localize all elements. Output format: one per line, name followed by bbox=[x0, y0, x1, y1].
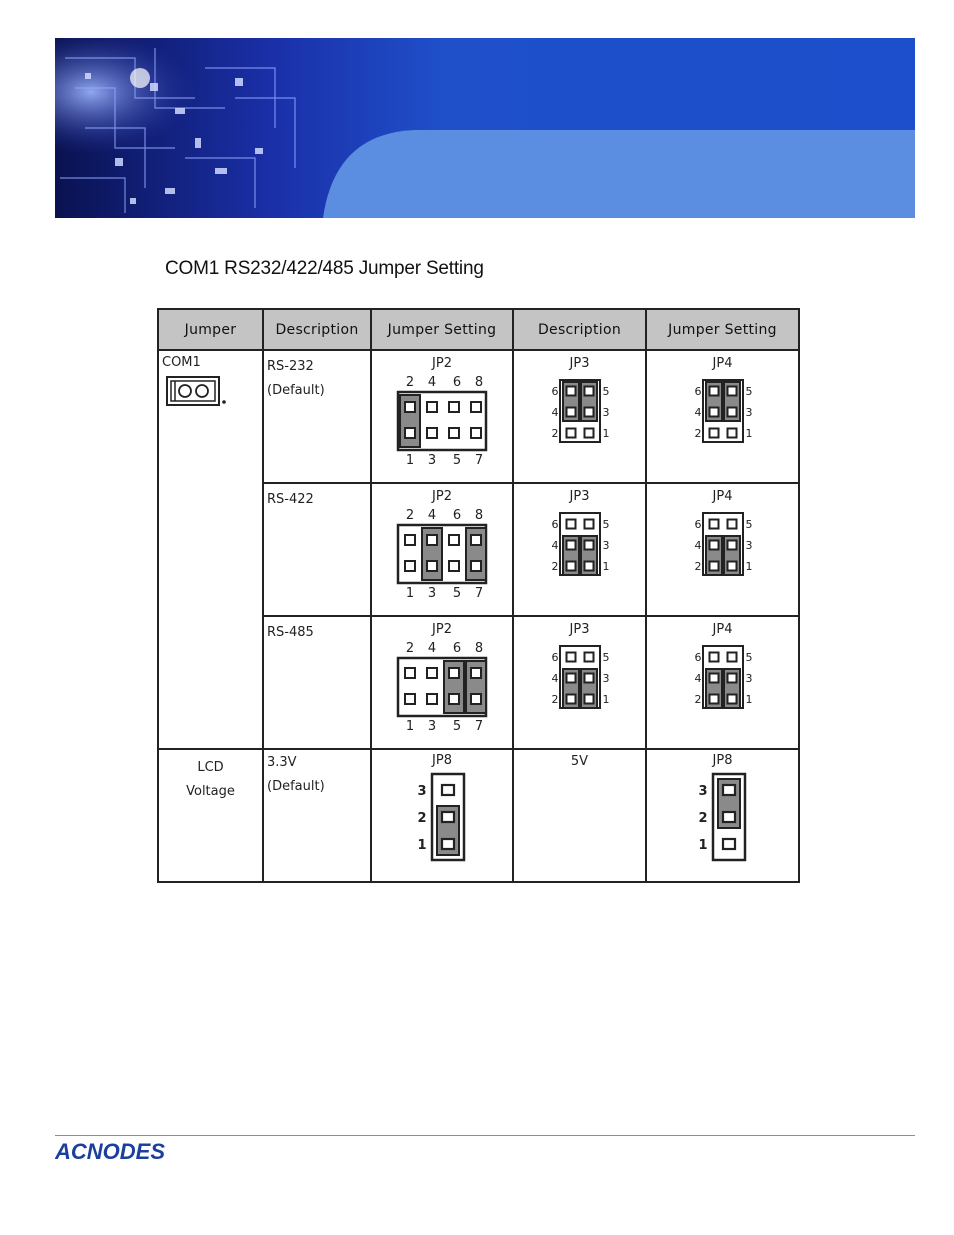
pin-number: 7 bbox=[474, 453, 484, 466]
jp3-cell bbox=[513, 350, 646, 483]
description-cell bbox=[263, 616, 371, 749]
jumper-label: JP4 bbox=[712, 489, 733, 504]
mode-name: RS-422 bbox=[267, 492, 314, 507]
table-row bbox=[158, 350, 799, 483]
pin-number: 4 bbox=[551, 406, 558, 419]
pin-number: 8 bbox=[474, 641, 484, 656]
table-row bbox=[158, 749, 799, 882]
pin-number: 3 bbox=[745, 406, 752, 419]
pin bbox=[727, 695, 736, 704]
pin bbox=[405, 428, 415, 438]
pin-number: 1 bbox=[602, 427, 609, 440]
pin-number: 1 bbox=[602, 560, 609, 573]
jp8-cell bbox=[646, 749, 799, 882]
pin-number: 6 bbox=[694, 518, 701, 531]
jp8-diagram bbox=[402, 770, 482, 866]
description-cell bbox=[263, 350, 371, 483]
com1-connector-icon bbox=[166, 375, 236, 409]
lcd-label: LCD bbox=[197, 760, 224, 775]
pin-number: 1 bbox=[745, 560, 752, 573]
pin-number: 4 bbox=[694, 406, 701, 419]
pin-number: 7 bbox=[474, 586, 484, 599]
pin-number: 2 bbox=[405, 641, 415, 656]
pin bbox=[449, 668, 459, 678]
jp2-cell bbox=[371, 616, 513, 749]
pin-number: 3 bbox=[602, 406, 609, 419]
pin bbox=[709, 695, 718, 704]
pin bbox=[709, 520, 718, 529]
jp2-cell bbox=[371, 350, 513, 483]
pin bbox=[442, 785, 454, 795]
pin bbox=[723, 839, 735, 849]
pin-number: 2 bbox=[551, 693, 558, 706]
pin-number: 6 bbox=[452, 508, 462, 523]
pin-number: 2 bbox=[694, 560, 701, 573]
pin bbox=[709, 562, 718, 571]
pin bbox=[566, 541, 575, 550]
jumper-label: JP8 bbox=[432, 753, 452, 768]
pin bbox=[584, 408, 593, 417]
pin-number: 1 bbox=[405, 586, 415, 599]
pin bbox=[727, 429, 736, 438]
pin-number: 4 bbox=[694, 672, 701, 685]
pin bbox=[709, 387, 718, 396]
pin bbox=[427, 535, 437, 545]
description-cell bbox=[263, 483, 371, 616]
pin bbox=[584, 520, 593, 529]
mode-name: RS-485 bbox=[267, 625, 314, 640]
pin-number: 4 bbox=[427, 641, 437, 656]
pin-number: 1 bbox=[602, 693, 609, 706]
jp2-cell bbox=[371, 483, 513, 616]
jp3-diagram bbox=[540, 507, 620, 579]
pin-number: 7 bbox=[474, 719, 484, 732]
jumper-label: JP3 bbox=[569, 356, 590, 371]
document-title: COM1 RS232/422/485 Jumper Setting bbox=[165, 258, 484, 279]
jp4-diagram bbox=[683, 640, 763, 712]
header-jumper-setting-2: Jumper Setting bbox=[646, 309, 799, 350]
pin bbox=[449, 561, 459, 571]
pin bbox=[405, 694, 415, 704]
jumper-label: JP2 bbox=[432, 622, 452, 637]
pin-number: 2 bbox=[551, 427, 558, 440]
circuit-board-banner-image bbox=[55, 38, 915, 218]
pin bbox=[405, 402, 415, 412]
pin bbox=[449, 428, 459, 438]
pin-number: 5 bbox=[452, 719, 462, 732]
jumper-label: JP4 bbox=[712, 356, 733, 371]
table-header-row bbox=[158, 309, 799, 350]
header-description: Description bbox=[263, 309, 371, 350]
pin-number: 1 bbox=[745, 427, 752, 440]
pin bbox=[442, 812, 454, 822]
pin-number: 5 bbox=[452, 586, 462, 599]
pin bbox=[723, 785, 735, 795]
pin-number: 3 bbox=[417, 784, 427, 799]
pin bbox=[427, 402, 437, 412]
jp8-cell bbox=[371, 749, 513, 882]
pin bbox=[584, 541, 593, 550]
pin-number: 6 bbox=[694, 385, 701, 398]
pin-number: 5 bbox=[745, 385, 752, 398]
pin bbox=[727, 408, 736, 417]
pin bbox=[727, 541, 736, 550]
pin-number: 8 bbox=[474, 375, 484, 390]
pin bbox=[727, 387, 736, 396]
pin bbox=[709, 541, 718, 550]
jp3-cell bbox=[513, 483, 646, 616]
pin bbox=[471, 561, 481, 571]
jumper-label: JP4 bbox=[712, 622, 733, 637]
pin-number: 5 bbox=[602, 518, 609, 531]
acnodes-logo bbox=[55, 1138, 215, 1164]
pin-number: 1 bbox=[417, 838, 427, 853]
pin bbox=[566, 562, 575, 571]
footer-divider bbox=[55, 1135, 915, 1136]
pin bbox=[427, 668, 437, 678]
jumper-label: JP3 bbox=[569, 489, 590, 504]
pin-number: 4 bbox=[694, 539, 701, 552]
jumper-label: JP3 bbox=[569, 622, 590, 637]
pin-number: 3 bbox=[427, 586, 437, 599]
jp4-cell bbox=[646, 483, 799, 616]
jp3-diagram bbox=[540, 640, 620, 712]
jumper-label: JP8 bbox=[712, 753, 733, 768]
pin-number: 2 bbox=[405, 375, 415, 390]
default-note: (Default) bbox=[267, 779, 325, 794]
jp2-diagram bbox=[392, 374, 492, 466]
pin bbox=[449, 402, 459, 412]
pin-number: 3 bbox=[602, 672, 609, 685]
pin bbox=[709, 429, 718, 438]
pin bbox=[449, 535, 459, 545]
pin-number: 2 bbox=[694, 693, 701, 706]
pin-number: 5 bbox=[745, 651, 752, 664]
jumper-setting-table bbox=[157, 308, 800, 883]
pin bbox=[709, 674, 718, 683]
pin bbox=[709, 653, 718, 662]
brand-logo bbox=[55, 1138, 215, 1168]
pin bbox=[566, 520, 575, 529]
pin-number: 5 bbox=[602, 385, 609, 398]
pin-number: 2 bbox=[417, 811, 427, 826]
pin-number: 3 bbox=[697, 784, 708, 799]
header-jumper: Jumper bbox=[158, 309, 263, 350]
header-banner bbox=[55, 38, 915, 218]
pin bbox=[566, 695, 575, 704]
pin-number: 3 bbox=[745, 672, 752, 685]
pin bbox=[727, 520, 736, 529]
pin bbox=[471, 535, 481, 545]
pin-number: 4 bbox=[551, 539, 558, 552]
jp8-diagram bbox=[683, 770, 763, 866]
pin bbox=[427, 694, 437, 704]
pin bbox=[566, 674, 575, 683]
pin-number: 8 bbox=[474, 508, 484, 523]
pin bbox=[427, 561, 437, 571]
pin-number: 5 bbox=[452, 453, 462, 466]
pin bbox=[566, 653, 575, 662]
default-note: (Default) bbox=[267, 383, 325, 398]
pin bbox=[471, 694, 481, 704]
pin-number: 3 bbox=[745, 539, 752, 552]
pin-number: 1 bbox=[697, 838, 708, 853]
pin bbox=[566, 387, 575, 396]
pin-number: 2 bbox=[551, 560, 558, 573]
jp4-cell bbox=[646, 350, 799, 483]
pin-number: 4 bbox=[427, 375, 437, 390]
pin bbox=[584, 695, 593, 704]
pin-number: 2 bbox=[405, 508, 415, 523]
pin-number: 4 bbox=[427, 508, 437, 523]
pin-number: 5 bbox=[602, 651, 609, 664]
pin-number: 2 bbox=[697, 811, 708, 826]
pin-number: 6 bbox=[694, 651, 701, 664]
pin-number: 3 bbox=[427, 453, 437, 466]
pin-number: 3 bbox=[427, 719, 437, 732]
pin-number: 1 bbox=[405, 719, 415, 732]
pin-number: 3 bbox=[602, 539, 609, 552]
pin-number: 6 bbox=[452, 375, 462, 390]
pin-number: 1 bbox=[745, 693, 752, 706]
pin-number: 6 bbox=[551, 385, 558, 398]
pin bbox=[584, 562, 593, 571]
com1-cell bbox=[158, 350, 263, 749]
description-cell bbox=[263, 749, 371, 882]
pin bbox=[471, 668, 481, 678]
voltage-value: 5V bbox=[570, 754, 589, 769]
mode-name: RS-232 bbox=[267, 359, 314, 374]
voltage-value: 3.3V bbox=[267, 755, 297, 770]
pin bbox=[566, 408, 575, 417]
pin bbox=[405, 535, 415, 545]
jp4-cell bbox=[646, 616, 799, 749]
pin-number: 4 bbox=[551, 672, 558, 685]
pin bbox=[727, 674, 736, 683]
voltage-label: Voltage bbox=[186, 784, 235, 799]
com1-label: COM1 bbox=[162, 355, 201, 370]
jumper-label: JP2 bbox=[432, 356, 452, 371]
pin-number: 6 bbox=[551, 518, 558, 531]
pin bbox=[584, 429, 593, 438]
jp2-diagram bbox=[392, 640, 492, 732]
pin bbox=[723, 812, 735, 822]
pin-number: 6 bbox=[551, 651, 558, 664]
pin bbox=[566, 429, 575, 438]
header-jumper-setting: Jumper Setting bbox=[371, 309, 513, 350]
header-description-2: Description bbox=[513, 309, 646, 350]
jp4-diagram bbox=[683, 507, 763, 579]
pin bbox=[449, 694, 459, 704]
pin-number: 2 bbox=[694, 427, 701, 440]
lcd-voltage-cell bbox=[158, 749, 263, 882]
jp2-diagram bbox=[392, 507, 492, 599]
pin bbox=[584, 653, 593, 662]
jp3-cell bbox=[513, 616, 646, 749]
jumper-label: JP2 bbox=[432, 489, 452, 504]
pin bbox=[405, 668, 415, 678]
jp4-diagram bbox=[683, 374, 763, 446]
pin bbox=[471, 402, 481, 412]
pin bbox=[709, 408, 718, 417]
pin bbox=[442, 839, 454, 849]
pin bbox=[427, 428, 437, 438]
logo-text: ACNODES bbox=[55, 1139, 166, 1164]
pin bbox=[727, 562, 736, 571]
pin bbox=[584, 387, 593, 396]
pin bbox=[471, 428, 481, 438]
pin bbox=[727, 653, 736, 662]
pin-number: 5 bbox=[745, 518, 752, 531]
pin-number: 6 bbox=[452, 641, 462, 656]
jp3-diagram bbox=[540, 374, 620, 446]
pin-number: 1 bbox=[405, 453, 415, 466]
pin bbox=[584, 674, 593, 683]
pin bbox=[405, 561, 415, 571]
description-cell bbox=[513, 749, 646, 882]
